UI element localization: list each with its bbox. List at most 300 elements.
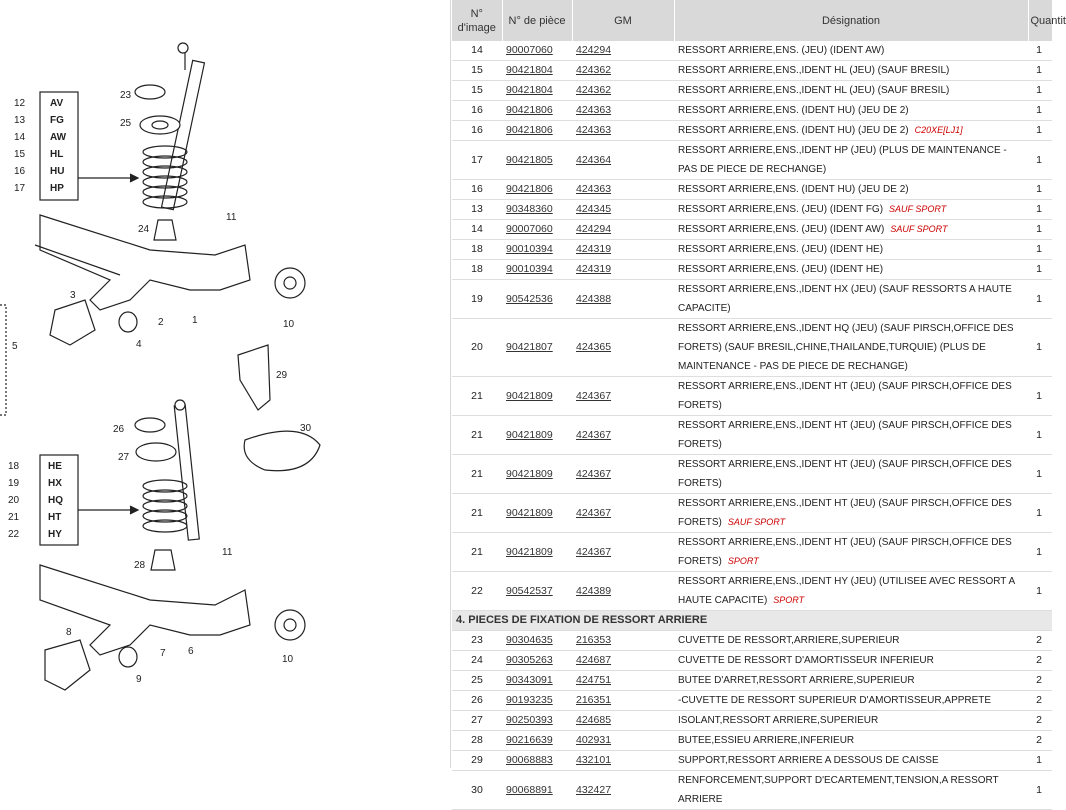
cell-quantity: 1 [1028, 494, 1052, 533]
cell-part-number[interactable] [502, 41, 572, 61]
part-number-link[interactable]: 90007060 [506, 44, 553, 56]
header-quantity[interactable]: Quantit [1028, 0, 1052, 41]
callout: 28 [134, 560, 146, 571]
cell-part-number[interactable] [502, 671, 572, 691]
part-number-link[interactable]: 90068883 [506, 754, 553, 766]
variant-note: SAUF SPORT [890, 224, 948, 234]
cell-part-number[interactable] [502, 651, 572, 671]
designation-text: RESSORT ARRIERE,ENS. (JEU) (IDENT AW) [678, 45, 885, 56]
designation-text: RESSORT ARRIERE,ENS.,IDENT HQ (JEU) (SAUF PIRSCH,OFFICE DES FORETS) (SAUF BRESIL,CHINE,THAILANDE,TURQUIE) (PLUS DE MAINTENANCE - PAS DE PIECE DE RECHANGE) [678, 323, 1014, 372]
cell-quantity: 1 [1028, 533, 1052, 572]
cell-designation [674, 455, 1028, 494]
callout: 3 [70, 290, 76, 301]
cell-part-number[interactable] [502, 260, 572, 280]
designation-text: BUTEE D'ARRET,RESSORT ARRIERE,SUPERIEUR [678, 675, 915, 686]
cell-image-number: 20 [452, 319, 502, 377]
cell-part-number[interactable] [502, 101, 572, 121]
code-num: 14 [14, 132, 26, 143]
table-row [452, 416, 1052, 455]
table-row [452, 533, 1052, 572]
part-number-link[interactable]: 90007060 [506, 223, 553, 235]
cell-part-number[interactable] [502, 691, 572, 711]
designation-text: CUVETTE DE RESSORT,ARRIERE,SUPERIEUR [678, 635, 900, 646]
table-row [452, 81, 1052, 101]
part-number-link[interactable]: 90421804 [506, 64, 553, 76]
cell-quantity: 1 [1028, 180, 1052, 200]
cell-gm[interactable] [572, 377, 674, 416]
cell-image-number: 13 [452, 200, 502, 220]
cell-quantity: 2 [1028, 651, 1052, 671]
cell-image-number: 16 [452, 121, 502, 141]
callout: 26 [113, 424, 125, 435]
variant-note: SPORT [773, 595, 805, 605]
cell-gm[interactable] [572, 455, 674, 494]
cell-gm[interactable] [572, 121, 674, 141]
callout: 11 [226, 212, 237, 223]
table-row [452, 200, 1052, 220]
code-label: AW [50, 132, 67, 143]
cell-quantity: 1 [1028, 61, 1052, 81]
gm-number-link[interactable]: 424294 [576, 223, 612, 235]
part-number-link[interactable]: 90421805 [506, 153, 553, 166]
table-row [452, 260, 1052, 280]
designation-text: BUTEE,ESSIEU ARRIERE,INFERIEUR [678, 735, 855, 746]
table-row [452, 631, 1052, 651]
part-number-link[interactable]: 90348360 [506, 203, 553, 215]
cell-quantity: 1 [1028, 455, 1052, 494]
table-row [452, 651, 1052, 671]
designation-text: CUVETTE DE RESSORT D'AMORTISSEUR INFERIEUR [678, 655, 934, 666]
table-row [452, 141, 1052, 180]
cell-part-number[interactable] [502, 731, 572, 751]
cell-part-number[interactable] [502, 220, 572, 240]
cell-designation [674, 41, 1028, 61]
cell-part-number[interactable] [502, 61, 572, 81]
gm-number-link[interactable]: 216351 [576, 694, 612, 706]
table-row [452, 220, 1052, 240]
cell-gm[interactable] [572, 416, 674, 455]
table-body-fixings [452, 631, 1052, 810]
designation-text: RESSORT ARRIERE,ENS.,IDENT HT (JEU) (SAUF PIRSCH,OFFICE DES FORETS) [678, 537, 1012, 567]
table-row [452, 711, 1052, 731]
designation-text: RESSORT ARRIERE,ENS. (JEU) (IDENT FG) [678, 204, 884, 215]
gm-number-link[interactable]: 424367 [576, 545, 612, 558]
cell-designation [674, 771, 1028, 810]
cell-image-number: 16 [452, 101, 502, 121]
cell-gm[interactable] [572, 651, 674, 671]
part-number-link[interactable]: 90010394 [506, 243, 553, 255]
code-label: HE [48, 461, 62, 472]
part-number-link[interactable]: 90250393 [506, 714, 553, 726]
cell-designation [674, 651, 1028, 671]
cell-designation [674, 572, 1028, 611]
callout: 11 [222, 547, 233, 558]
cell-gm[interactable] [572, 711, 674, 731]
cell-image-number: 17 [452, 141, 502, 180]
cell-quantity: 1 [1028, 377, 1052, 416]
table-row [452, 101, 1052, 121]
gm-number-link[interactable]: 424389 [576, 584, 612, 597]
gm-number-link[interactable]: 402931 [576, 734, 612, 746]
cell-quantity: 2 [1028, 691, 1052, 711]
designation-text: RESSORT ARRIERE,ENS.,IDENT HP (JEU) (PLUS DE MAINTENANCE - PAS DE PIECE DE RECHANGE) [678, 145, 1007, 175]
cell-designation [674, 180, 1028, 200]
table-row [452, 671, 1052, 691]
code-num: 15 [14, 149, 26, 160]
code-label: HY [48, 529, 62, 540]
part-number-link[interactable]: 90421809 [506, 545, 553, 558]
cell-designation [674, 711, 1028, 731]
part-number-link[interactable]: 90305263 [506, 654, 553, 666]
cell-designation [674, 260, 1028, 280]
code-label: HU [50, 166, 65, 177]
variant-note: SAUF SPORT [727, 517, 786, 527]
cell-gm[interactable] [572, 280, 674, 319]
parts-table [452, 0, 1066, 810]
cell-designation [674, 494, 1028, 533]
code-label: HQ [48, 495, 63, 506]
cell-designation [674, 377, 1028, 416]
table-row [452, 494, 1052, 533]
callout: 29 [276, 370, 288, 381]
cell-image-number: 15 [452, 81, 502, 101]
code-num: 18 [8, 461, 20, 472]
table-row [452, 280, 1052, 319]
table-row [452, 180, 1052, 200]
cell-quantity: 1 [1028, 41, 1052, 61]
cell-image-number: 16 [452, 180, 502, 200]
code-label: AV [50, 98, 64, 109]
cell-part-number[interactable] [502, 319, 572, 377]
cell-designation [674, 200, 1028, 220]
gm-number-link[interactable]: 424367 [576, 389, 612, 402]
cell-gm[interactable] [572, 200, 674, 220]
gm-number-link[interactable]: 424685 [576, 714, 612, 726]
gm-number-link[interactable]: 424364 [576, 153, 612, 166]
gm-number-link[interactable]: 432427 [576, 783, 612, 796]
diagram-drawing [0, 0, 450, 768]
cell-quantity: 2 [1028, 671, 1052, 691]
cell-quantity: 2 [1028, 731, 1052, 751]
cell-quantity: 1 [1028, 220, 1052, 240]
cell-image-number: 21 [452, 377, 502, 416]
exploded-diagram [0, 0, 451, 768]
cell-gm[interactable] [572, 751, 674, 771]
cell-image-number: 24 [452, 651, 502, 671]
gm-number-link[interactable]: 424365 [576, 341, 612, 353]
cell-gm[interactable] [572, 240, 674, 260]
cell-part-number[interactable] [502, 494, 572, 533]
header-gm[interactable]: GM [572, 0, 674, 41]
cell-image-number: 21 [452, 455, 502, 494]
table-body-springs [452, 41, 1052, 611]
header-image-number[interactable]: N° d'image [452, 0, 502, 41]
cell-gm[interactable] [572, 41, 674, 61]
cell-part-number[interactable] [502, 771, 572, 810]
cell-designation [674, 416, 1028, 455]
gm-number-link[interactable]: 424362 [576, 64, 612, 76]
table-row [452, 121, 1052, 141]
cell-part-number[interactable] [502, 416, 572, 455]
part-number-link[interactable]: 90421806 [506, 124, 553, 136]
cell-designation [674, 731, 1028, 751]
table-row [452, 377, 1052, 416]
cell-designation [674, 671, 1028, 691]
cell-designation [674, 533, 1028, 572]
table-row [452, 319, 1052, 377]
cell-quantity: 1 [1028, 751, 1052, 771]
part-number-link[interactable]: 90542536 [506, 292, 553, 305]
code-num: 12 [14, 98, 26, 109]
part-number-link[interactable]: 90010394 [506, 263, 553, 275]
designation-text: -CUVETTE DE RESSORT SUPERIEUR D'AMORTISSEUR,APPRETE [678, 695, 992, 706]
cell-gm[interactable] [572, 731, 674, 751]
part-number-link[interactable]: 90421809 [506, 506, 553, 519]
cell-gm[interactable] [572, 691, 674, 711]
cell-part-number[interactable] [502, 533, 572, 572]
header-part-number[interactable]: N° de pièce [502, 0, 572, 41]
gm-number-link[interactable]: 424367 [576, 428, 612, 441]
part-number-link[interactable]: 90421809 [506, 428, 553, 441]
designation-text: RESSORT ARRIERE,ENS. (JEU) (IDENT HE) [678, 244, 884, 255]
designation-text: RESSORT ARRIERE,ENS.,IDENT HT (JEU) (SAUF PIRSCH,OFFICE DES FORETS) [678, 381, 1012, 411]
table-row [452, 572, 1052, 611]
cell-part-number[interactable] [502, 141, 572, 180]
cell-quantity: 1 [1028, 416, 1052, 455]
part-number-link[interactable]: 90068891 [506, 783, 553, 796]
designation-text: RENFORCEMENT,SUPPORT D'ECARTEMENT,TENSION,A RESSORT ARRIERE [678, 775, 999, 805]
cell-image-number: 21 [452, 494, 502, 533]
cell-image-number: 23 [452, 631, 502, 651]
section-title: 4. PIECES DE FIXATION DE RESSORT ARRIERE [452, 611, 1052, 631]
part-number-link[interactable]: 90421809 [506, 389, 553, 402]
gm-number-link[interactable]: 424363 [576, 104, 612, 116]
designation-text: RESSORT ARRIERE,ENS. (JEU) (IDENT AW) [678, 224, 885, 235]
designation-text: RESSORT ARRIERE,ENS. (JEU) (IDENT HE) [678, 264, 884, 275]
cell-quantity: 1 [1028, 200, 1052, 220]
cell-designation [674, 141, 1028, 180]
callout: 10 [283, 319, 295, 330]
cell-image-number: 15 [452, 61, 502, 81]
cell-gm[interactable] [572, 771, 674, 810]
code-label: HL [50, 149, 64, 160]
code-num: 20 [8, 495, 20, 506]
cell-gm[interactable] [572, 61, 674, 81]
cell-quantity: 1 [1028, 121, 1052, 141]
table-section [452, 611, 1052, 631]
designation-text: RESSORT ARRIERE,ENS.,IDENT HT (JEU) (SAUF PIRSCH,OFFICE DES FORETS) [678, 498, 1012, 528]
gm-number-link[interactable]: 424345 [576, 203, 612, 215]
cell-gm[interactable] [572, 260, 674, 280]
cell-gm[interactable] [572, 533, 674, 572]
part-number-link[interactable]: 90304635 [506, 634, 553, 646]
designation-text: ISOLANT,RESSORT ARRIERE,SUPERIEUR [678, 715, 879, 726]
cell-part-number[interactable] [502, 631, 572, 651]
callout: 8 [66, 627, 72, 638]
cell-quantity: 2 [1028, 631, 1052, 651]
callout: 4 [136, 339, 142, 350]
parts-table-panel [452, 0, 1066, 805]
cell-image-number: 25 [452, 671, 502, 691]
callout: 24 [138, 224, 150, 235]
callout: 25 [120, 118, 132, 129]
cell-image-number: 29 [452, 751, 502, 771]
cell-gm[interactable] [572, 631, 674, 651]
cell-gm[interactable] [572, 572, 674, 611]
callout: 27 [118, 452, 130, 463]
cell-image-number: 22 [452, 572, 502, 611]
designation-text: RESSORT ARRIERE,ENS. (IDENT HU) (JEU DE 2) [678, 105, 909, 116]
variant-note: SPORT [727, 556, 759, 566]
gm-number-link[interactable]: 424319 [576, 243, 612, 255]
cell-quantity: 1 [1028, 81, 1052, 101]
part-number-link[interactable]: 90421809 [506, 467, 553, 480]
cell-designation [674, 280, 1028, 319]
callout: 10 [282, 654, 294, 665]
header-designation[interactable]: Désignation [674, 0, 1028, 41]
part-number-link[interactable]: 90421806 [506, 183, 553, 195]
cell-part-number[interactable] [502, 711, 572, 731]
callout: 30 [300, 423, 312, 434]
code-num: 13 [14, 115, 26, 126]
part-number-link[interactable]: 90421804 [506, 84, 553, 96]
gm-number-link[interactable]: 424367 [576, 467, 612, 480]
cell-designation [674, 240, 1028, 260]
cell-image-number: 28 [452, 731, 502, 751]
gm-number-link[interactable]: 424687 [576, 654, 612, 666]
callout: 6 [188, 646, 194, 657]
callout: 2 [158, 317, 164, 328]
code-num: 19 [8, 478, 20, 489]
cell-gm[interactable] [572, 671, 674, 691]
callout: 5 [12, 341, 18, 352]
cell-part-number[interactable] [502, 240, 572, 260]
table-row [452, 455, 1052, 494]
gm-number-link[interactable]: 424294 [576, 44, 612, 56]
section-header-row [452, 611, 1052, 631]
part-number-link[interactable]: 90193235 [506, 694, 553, 706]
cell-designation [674, 751, 1028, 771]
cell-gm[interactable] [572, 81, 674, 101]
callout: 7 [160, 648, 166, 659]
cell-part-number[interactable] [502, 751, 572, 771]
table-row [452, 691, 1052, 711]
cell-part-number[interactable] [502, 572, 572, 611]
variant-note: SAUF SPORT [889, 204, 947, 214]
gm-number-link[interactable]: 424319 [576, 263, 612, 275]
cell-designation [674, 81, 1028, 101]
gm-number-link[interactable]: 216353 [576, 634, 612, 646]
part-number-link[interactable]: 90421807 [506, 341, 553, 353]
cell-image-number: 21 [452, 533, 502, 572]
cell-quantity: 1 [1028, 572, 1052, 611]
cell-gm[interactable] [572, 494, 674, 533]
callout: 23 [120, 90, 132, 101]
cell-designation [674, 319, 1028, 377]
designation-text: RESSORT ARRIERE,ENS.,IDENT HL (JEU) (SAUF BRESIL) [678, 85, 950, 96]
code-label: HP [50, 183, 64, 194]
gm-number-link[interactable]: 424363 [576, 183, 612, 195]
part-number-link[interactable]: 90343091 [506, 674, 553, 686]
cell-part-number[interactable] [502, 121, 572, 141]
designation-text: RESSORT ARRIERE,ENS.,IDENT HT (JEU) (SAUF PIRSCH,OFFICE DES FORETS) [678, 420, 1012, 450]
designation-text: RESSORT ARRIERE,ENS.,IDENT HT (JEU) (SAUF PIRSCH,OFFICE DES FORETS) [678, 459, 1012, 489]
designation-text: RESSORT ARRIERE,ENS.,IDENT HL (JEU) (SAUF BRESIL) [678, 65, 950, 76]
table-row [452, 61, 1052, 81]
cell-image-number: 19 [452, 280, 502, 319]
gm-number-link[interactable]: 424367 [576, 506, 612, 519]
cell-part-number[interactable] [502, 377, 572, 416]
designation-text: RESSORT ARRIERE,ENS.,IDENT HY (JEU) (UTILISEE AVEC RESSORT A HAUTE CAPACITE) [678, 576, 1015, 606]
cell-quantity: 2 [1028, 711, 1052, 731]
cell-gm[interactable] [572, 180, 674, 200]
cell-designation [674, 121, 1028, 141]
cell-designation [674, 691, 1028, 711]
cell-image-number: 26 [452, 691, 502, 711]
cell-image-number: 18 [452, 240, 502, 260]
cell-image-number: 30 [452, 771, 502, 810]
cell-part-number[interactable] [502, 180, 572, 200]
cell-image-number: 21 [452, 416, 502, 455]
callout: 1 [192, 315, 198, 326]
table-header-row [452, 0, 1052, 41]
code-num: 22 [8, 529, 20, 540]
gm-number-link[interactable]: 424388 [576, 292, 612, 305]
cell-quantity: 1 [1028, 101, 1052, 121]
cell-gm[interactable] [572, 141, 674, 180]
cell-part-number[interactable] [502, 455, 572, 494]
cell-part-number[interactable] [502, 280, 572, 319]
gm-number-link[interactable]: 432101 [576, 754, 612, 766]
cell-image-number: 18 [452, 260, 502, 280]
designation-text: RESSORT ARRIERE,ENS. (IDENT HU) (JEU DE 2) [678, 184, 909, 195]
table-row [452, 751, 1052, 771]
cell-quantity: 1 [1028, 260, 1052, 280]
cell-designation [674, 101, 1028, 121]
cell-quantity: 1 [1028, 319, 1052, 377]
cell-gm[interactable] [572, 319, 674, 377]
cell-quantity: 1 [1028, 141, 1052, 180]
gm-number-link[interactable]: 424362 [576, 84, 612, 96]
part-number-link[interactable]: 90542537 [506, 584, 553, 597]
code-num: 17 [14, 183, 26, 194]
cell-designation [674, 220, 1028, 240]
designation-text: SUPPORT,RESSORT ARRIERE A DESSOUS DE CAISSE [678, 755, 939, 766]
cell-part-number[interactable] [502, 200, 572, 220]
callout: 9 [136, 674, 142, 685]
variant-note: C20XE[LJ1] [914, 125, 963, 135]
cell-gm[interactable] [572, 101, 674, 121]
code-label: FG [50, 115, 64, 126]
cell-quantity: 1 [1028, 240, 1052, 260]
gm-number-link[interactable]: 424751 [576, 674, 612, 686]
table-row [452, 41, 1052, 61]
code-label: HT [48, 512, 62, 523]
cell-quantity: 1 [1028, 771, 1052, 810]
part-number-link[interactable]: 90216639 [506, 734, 553, 746]
cell-designation [674, 631, 1028, 651]
designation-text: RESSORT ARRIERE,ENS.,IDENT HX (JEU) (SAUF RESSORTS A HAUTE CAPACITE) [678, 284, 1012, 314]
code-label: HX [48, 478, 62, 489]
cell-gm[interactable] [572, 220, 674, 240]
side-parts [238, 345, 320, 471]
designation-text: RESSORT ARRIERE,ENS. (IDENT HU) (JEU DE 2) [678, 125, 909, 136]
cell-part-number[interactable] [502, 81, 572, 101]
table-row [452, 731, 1052, 751]
table-row [452, 771, 1052, 810]
part-number-link[interactable]: 90421806 [506, 104, 553, 116]
gm-number-link[interactable]: 424363 [576, 124, 612, 136]
